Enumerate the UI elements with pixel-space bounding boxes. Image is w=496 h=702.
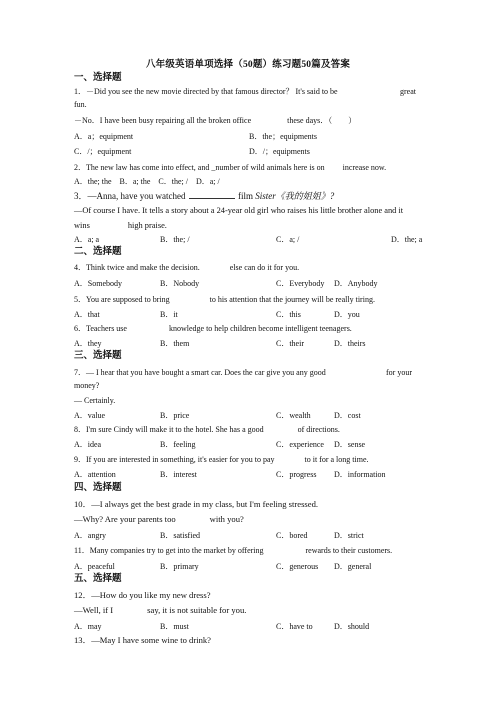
option-d: D．cost [334, 411, 361, 420]
question-text: high praise. [127, 221, 167, 230]
question-text: rewards to their customers. [305, 546, 393, 555]
question-text: 11．Many companies try to get into the market by offering [74, 546, 264, 555]
option-d: D．sense [334, 440, 366, 449]
question-text [74, 514, 244, 525]
option-c: C．generous [276, 562, 319, 571]
question-text: to his attention that the journey will be really tiring. [209, 295, 375, 304]
question-text: —Well, if I [74, 605, 114, 615]
page-title: 八年级英语单项选择（50题）练习题50篇及答案 [145, 60, 351, 70]
option-d: D．general [334, 562, 372, 571]
question-text: 7．— I hear that you have bought a smart car. Does the car give you any good [74, 368, 326, 377]
question-text: great [400, 87, 416, 96]
option-d: D．you [334, 310, 360, 319]
option-c: C．bored [276, 531, 308, 540]
option-b: B．primary [160, 562, 199, 571]
section-heading: 四、选择题 [74, 483, 122, 493]
option-d: D．/；equipments [249, 147, 310, 156]
question-text: film [237, 191, 253, 201]
question-10: 10．—I always get the best grade in my class, but I'm feeling stressed. [74, 499, 319, 509]
question-text: 4．Think twice and make the decision. [74, 263, 200, 272]
option-b: B．Nobody [160, 279, 200, 288]
question-text [74, 220, 167, 231]
option-a: A．attention [74, 470, 116, 479]
question-7 [74, 367, 326, 378]
question-13: 13．—May I have some wine to drink? [74, 635, 211, 645]
question-text: 9．If you are interested in something, it's easier for you to pay [74, 455, 275, 464]
option-b: B．must [160, 622, 189, 631]
option-b: B．them [160, 339, 190, 348]
question-text: 8．I'm sure Cindy will make it to the hotel. She has a good [74, 425, 264, 434]
question-text: Sister《我的姐姐》? [255, 191, 335, 201]
question-text: money? [74, 381, 100, 390]
option-a: A．idea [74, 440, 102, 449]
option-a: A．they [74, 339, 102, 348]
section-heading: 五、选择题 [74, 574, 122, 584]
question-text: increase now. [342, 163, 387, 172]
option-c: C．wealth [276, 411, 311, 420]
option-b: B．it [160, 310, 178, 319]
option-c: C．have to [276, 622, 313, 631]
question-text: fun. [74, 100, 87, 109]
answer-blank [189, 190, 235, 199]
option-c: C．their [276, 339, 304, 348]
question-5 [74, 294, 375, 305]
option-c: C．progress [276, 470, 317, 479]
question-12: 12．—How do you like my new dress? [74, 590, 211, 600]
option-d: D．strict [334, 531, 364, 540]
option-a: A．a；equipment [74, 132, 134, 141]
question-text: these days．（ ） [287, 116, 357, 125]
question-11 [74, 545, 392, 556]
question-1 [74, 86, 338, 97]
option-d: D．information [334, 470, 386, 479]
question-text: —Of course I have. It tells a story about a 24-year old girl who raises his little brother alone and it [74, 206, 404, 215]
question-text: with you? [209, 514, 244, 524]
question-2 [74, 162, 386, 173]
question-text: 6．Teachers use [74, 324, 127, 333]
option-a: A．angry [74, 531, 106, 540]
option-a: A．a; a [74, 235, 100, 244]
question-text: else can do it for you. [229, 263, 300, 272]
option-d: D．Anybody [334, 279, 378, 288]
question-text: —Why? Are your parents too [74, 514, 176, 524]
option-a: A．peaceful [74, 562, 115, 571]
section-heading: 三、选择题 [74, 351, 122, 361]
question-text: 5．You are supposed to bring [74, 295, 170, 304]
option-a: A．Somebody [74, 279, 122, 288]
option-c: C．this [276, 310, 301, 319]
question-text: — Certainly. [74, 396, 116, 405]
option-b: B．the；equipments [249, 132, 317, 141]
option-b: B．price [160, 411, 190, 420]
question-text: of directions. [297, 425, 340, 434]
question-text: 2．The new law has come into effect, and _number of wild animals here is on [74, 163, 325, 172]
option-c: C．/；equipment [74, 147, 132, 156]
option-b: B．satisfied [160, 531, 200, 540]
options-row: A．the; the B．a; the C．the; / D．a; / [74, 177, 220, 186]
option-c: C．experience [276, 440, 324, 449]
question-text: say, it is not suitable for you. [147, 605, 247, 615]
question-text [74, 115, 356, 126]
question-text: knowledge to help children become intelligent teenagers. [168, 324, 352, 333]
question-text [74, 605, 246, 616]
option-b: B．the; / [160, 235, 190, 244]
option-b: B．interest [160, 470, 197, 479]
question-6 [74, 323, 352, 334]
option-b: B．feeling [160, 440, 196, 449]
option-d: D．should [334, 622, 370, 631]
question-9 [74, 454, 369, 465]
option-a: A．that [74, 310, 100, 319]
section-heading: 一、选择题 [74, 73, 122, 83]
option-d: D．the; a [391, 235, 423, 244]
question-4 [74, 262, 299, 273]
question-3 [74, 190, 334, 202]
question-text: 1．－Did you see the new movie directed by that famous director？ It's said to be [74, 87, 338, 96]
question-text: to it for a long time. [304, 455, 369, 464]
question-text: wins [74, 221, 90, 230]
question-text: 3．—Anna, have you watched [74, 191, 186, 201]
option-d: D．theirs [334, 339, 366, 348]
option-c: C．Everybody [276, 279, 325, 288]
option-a: A．value [74, 411, 106, 420]
question-text: －No．I have been busy repairing all the broken office [74, 116, 252, 125]
option-a: A．may [74, 622, 102, 631]
section-heading: 二、选择题 [74, 247, 122, 257]
question-8 [74, 424, 340, 435]
question-text: for your [386, 368, 412, 377]
option-c: C．a; / [276, 235, 300, 244]
